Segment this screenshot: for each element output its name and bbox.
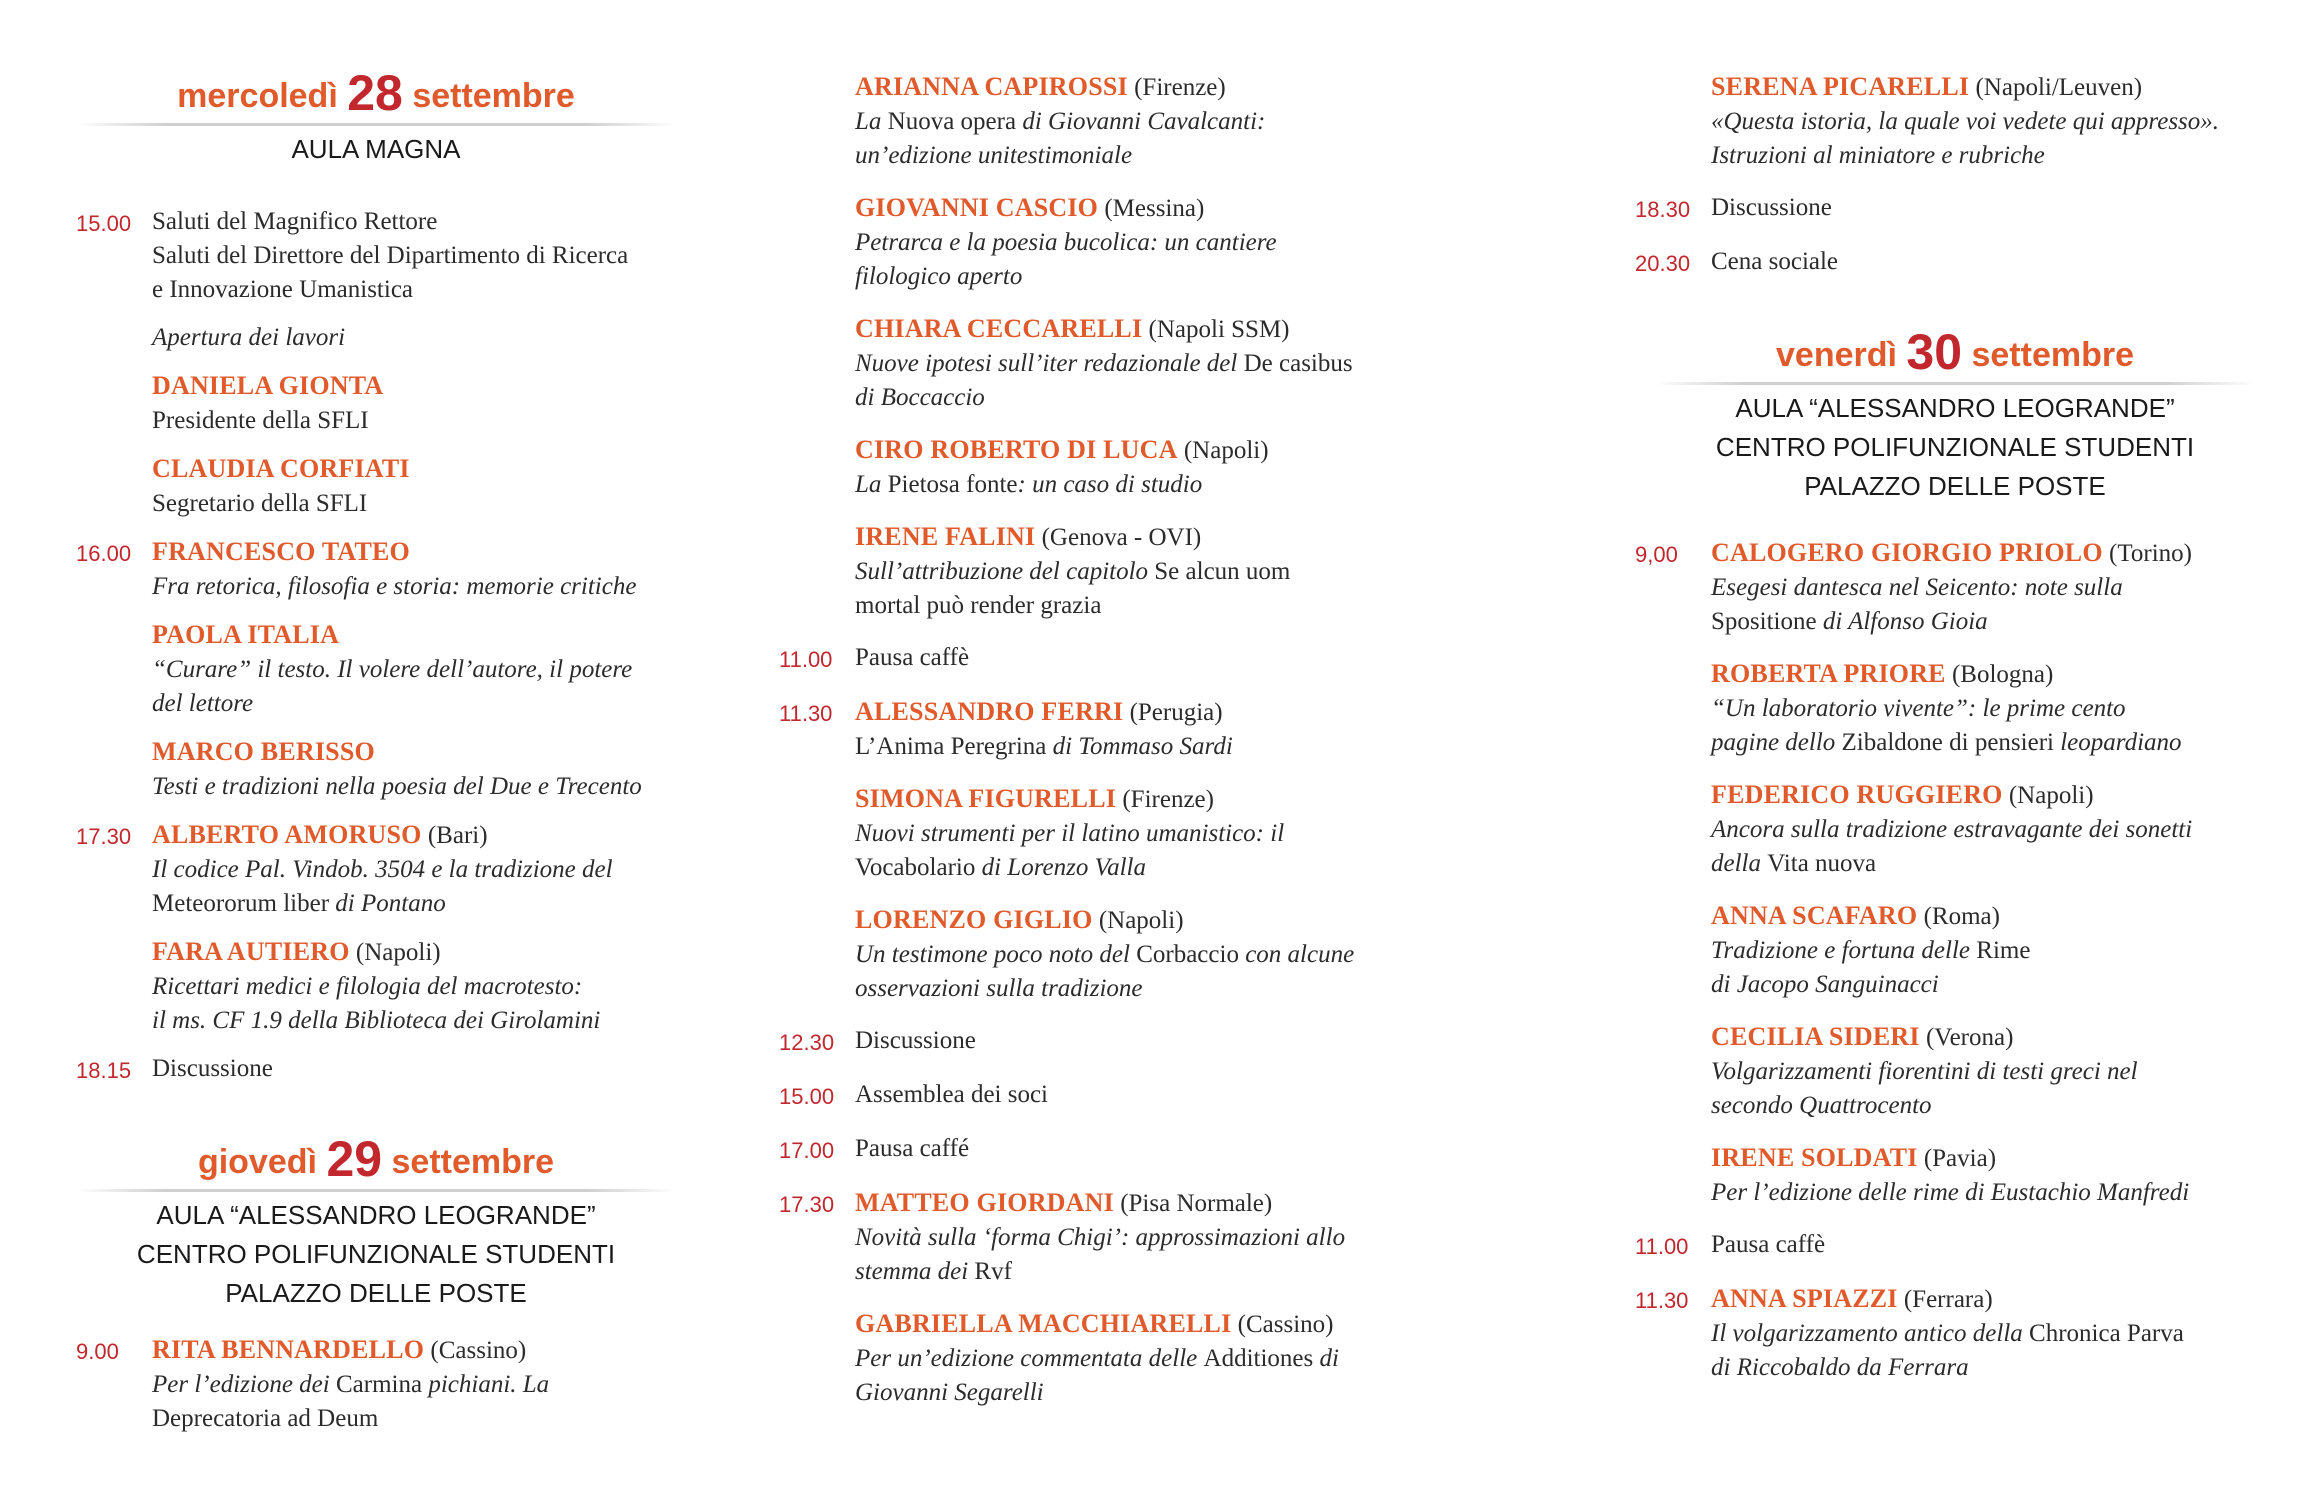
talk-title: Per l’edizione delle rime di Eustachio Manfredi	[1711, 1179, 2190, 1206]
speaker-city: (Napoli)	[1098, 907, 1184, 934]
speaker-entry	[76, 618, 676, 721]
speaker-name: IRENE FALINI	[855, 522, 1036, 551]
speaker-name: CLAUDIA CORFIATI	[152, 454, 410, 483]
venue-line: PALAZZO DELLE POSTE	[225, 1278, 527, 1308]
work-title: Meteororum liber	[152, 890, 330, 917]
speaker-city: (Verona)	[1925, 1024, 2014, 1051]
entry-text: Saluti del Magnifico Rettore	[152, 208, 438, 235]
speaker-entry	[76, 935, 676, 1038]
program-entry	[1635, 191, 2255, 227]
speaker-city: (Perugia)	[1129, 699, 1223, 726]
talk-title: pichiani. La	[422, 1371, 550, 1398]
entry-text: Discussione	[152, 1055, 273, 1082]
speaker-city: (Pisa Normale)	[1120, 1190, 1273, 1217]
speaker-name: ALESSANDRO FERRI	[855, 697, 1124, 726]
program-entry	[779, 641, 1455, 677]
speaker-entry	[1711, 657, 2255, 760]
speaker-name: RITA BENNARDELLO	[152, 1335, 425, 1364]
speaker-entry	[76, 535, 676, 604]
speaker-name: ALBERTO AMORUSO	[152, 820, 422, 849]
venue-line: CENTRO POLIFUNZIONALE STUDENTI	[136, 1239, 616, 1269]
speaker-entry	[855, 433, 1455, 502]
speaker-name: ROBERTA PRIORE	[1711, 659, 1946, 688]
speaker-name: SIMONA FIGURELLI	[855, 784, 1117, 813]
time: 17.00	[779, 1138, 835, 1163]
column-3	[1635, 70, 2255, 1385]
work-title: Nuova opera	[887, 108, 1017, 135]
entry-text: Saluti del Direttore del Dipartimento di Ricerca	[152, 242, 629, 269]
entry-text: Discussione	[1711, 194, 1832, 221]
speaker-entry	[779, 1186, 1455, 1289]
work-title: Chronica Parva	[2029, 1320, 2184, 1347]
work-title: Se alcun uom	[1154, 558, 1291, 585]
program-entry	[779, 1024, 1455, 1060]
entry-text: Pausa caffè	[1711, 1231, 1826, 1258]
speaker-city: (Napoli)	[355, 939, 441, 966]
speaker-name: MATTEO GIORDANI	[855, 1188, 1114, 1217]
day-friday	[1655, 325, 2255, 506]
day-thursday	[76, 1132, 676, 1313]
talk-title: di Tommaso Sardi	[1046, 733, 1233, 760]
speaker-entry	[1711, 1020, 2255, 1123]
speaker-city: (Firenze)	[1134, 74, 1226, 101]
speaker-city: (Bari)	[427, 822, 488, 849]
talk-title: “Un laboratorio vivente”: le prime cento	[1711, 695, 2126, 722]
day-number: 29	[326, 1131, 383, 1187]
divider	[1655, 382, 2255, 385]
talk-title: Per un’edizione commentata delle	[855, 1345, 1204, 1372]
speaker-city: (Torino)	[2109, 540, 2192, 567]
entry-text: Assemblea dei soci	[855, 1081, 1049, 1108]
talk-title: Esegesi dantesca nel Seicento: note sulla	[1711, 574, 2123, 601]
program-entry	[76, 205, 676, 307]
column-2	[779, 70, 1455, 1410]
speaker-city: (Napoli)	[2008, 782, 2094, 809]
weekday: giovedì	[197, 1143, 317, 1181]
program-entry	[76, 321, 676, 355]
speaker-entry	[855, 520, 1455, 623]
talk-title: Testi e tradizioni nella poesia del Due e Trecento	[152, 773, 642, 800]
speaker-entry	[855, 191, 1455, 294]
month: settembre	[391, 1143, 555, 1181]
day-header	[76, 66, 676, 123]
time: 11.00	[1635, 1234, 1689, 1259]
work-title: mortal può render grazia	[855, 592, 1102, 619]
speaker-name: PAOLA ITALIA	[152, 620, 340, 649]
talk-title: osservazioni sulla tradizione	[855, 975, 1143, 1002]
speaker-name: FRANCESCO TATEO	[152, 537, 410, 566]
speaker-entry	[76, 1333, 676, 1436]
month: settembre	[1971, 336, 2134, 374]
day-wednesday	[76, 66, 676, 169]
talk-title: “Curare” il testo. Il volere dell’autore, il potere	[152, 656, 633, 683]
entry-text: Discussione	[855, 1027, 976, 1054]
speaker-city: (Napoli SSM)	[1148, 316, 1290, 343]
talk-title: del lettore	[152, 690, 254, 717]
speaker-name: GIOVANNI CASCIO	[855, 193, 1099, 222]
time: 9,00	[1635, 542, 1678, 567]
day-header	[1655, 325, 2255, 382]
talk-title: Sull’attribuzione del capitolo	[855, 558, 1155, 585]
talk-title: il ms. CF 1.9 della Biblioteca dei Girolamini	[152, 1007, 601, 1034]
speaker-name: SERENA PICARELLI	[1711, 72, 1970, 101]
speaker-name: ANNA SCAFARO	[1711, 901, 1918, 930]
speaker-entry	[1711, 778, 2255, 881]
venue-line: AULA “ALESSANDRO LEOGRANDE”	[1735, 393, 2175, 423]
speaker-name: ARIANNA CAPIROSSI	[855, 72, 1128, 101]
day-header	[76, 1132, 676, 1189]
talk-title: leopardiano	[2053, 729, 2182, 756]
time: 16.00	[76, 541, 132, 566]
speaker-city: (Pavia)	[1923, 1145, 1997, 1172]
speaker-city: (Roma)	[1923, 903, 2000, 930]
talk-title: di Jacopo Sanguinacci	[1711, 971, 1939, 998]
work-title: Corbaccio	[1136, 941, 1239, 968]
time: 17.30	[76, 824, 132, 849]
speaker-name: DANIELA GIONTA	[152, 371, 384, 400]
speaker-name: CHIARA CECCARELLI	[855, 314, 1143, 343]
talk-title: Ancora sulla tradizione estravagante dei sonetti	[1711, 816, 2193, 843]
work-title: L’Anima Peregrina	[855, 733, 1047, 760]
entry-text: Apertura dei lavori	[152, 324, 346, 351]
speaker-entry	[855, 782, 1455, 885]
entry-text: e Innovazione Umanistica	[152, 276, 414, 303]
talk-title: Nuove ipotesi sull’iter redazionale del	[855, 350, 1244, 377]
speaker-name: CIRO ROBERTO DI LUCA	[855, 435, 1178, 464]
time: 18.30	[1635, 197, 1691, 222]
program-entry	[1635, 245, 2255, 281]
talk-title: filologico aperto	[855, 263, 1023, 290]
speaker-entry	[855, 312, 1455, 415]
talk-title: Tradizione e fortuna delle	[1711, 937, 1977, 964]
talk-title: Istruzioni al miniatore e rubriche	[1711, 142, 2045, 169]
speaker-city: (Messina)	[1104, 195, 1205, 222]
talk-title: Il volgarizzamento antico della	[1711, 1320, 2030, 1347]
speaker-name: ANNA SPIAZZI	[1711, 1284, 1898, 1313]
speaker-entry	[76, 735, 676, 804]
talk-title: di Pontano	[329, 890, 446, 917]
time: 17.30	[779, 1192, 835, 1217]
venue-line: PALAZZO DELLE POSTE	[1804, 471, 2106, 501]
talk-title: Un testimone poco noto del	[855, 941, 1137, 968]
column-1	[76, 0, 676, 1436]
time: 11.30	[779, 701, 833, 726]
talk-title: secondo Quattrocento	[1711, 1092, 1932, 1119]
speaker-entry	[76, 818, 676, 921]
time: 20.30	[1635, 251, 1691, 276]
venue-line: AULA “ALESSANDRO LEOGRANDE”	[156, 1200, 596, 1230]
talk-title: della	[1711, 850, 1768, 877]
work-title: Additiones	[1203, 1345, 1314, 1372]
talk-title: «Questa istoria, la quale voi vedete qui appresso».	[1711, 108, 2220, 135]
venue	[76, 1196, 676, 1313]
speaker-city: (Cassino)	[430, 1337, 527, 1364]
speaker-entry	[76, 452, 676, 521]
work-title: Pietosa fonte	[887, 471, 1018, 498]
entry-text: Pausa caffé	[855, 1135, 970, 1162]
speaker-entry	[855, 903, 1455, 1006]
time: 15.00	[76, 211, 132, 236]
speaker-entry	[855, 70, 1455, 173]
day-number: 28	[347, 65, 403, 121]
venue	[76, 130, 676, 169]
speaker-city: (Napoli/Leuven)	[1975, 74, 2143, 101]
work-title: Vocabolario	[855, 854, 976, 881]
weekday: mercoledì	[177, 77, 338, 115]
talk-title: di Lorenzo Valla	[975, 854, 1146, 881]
time: 15.00	[779, 1084, 835, 1109]
talk-title: stemma dei	[855, 1258, 975, 1285]
speaker-entry	[1635, 536, 2255, 639]
speaker-name: CALOGERO GIORGIO PRIOLO	[1711, 538, 2103, 567]
time: 12.30	[779, 1030, 835, 1055]
talk-title: pagine dello	[1711, 729, 1842, 756]
speaker-name: FEDERICO RUGGIERO	[1711, 780, 2003, 809]
divider	[76, 1189, 676, 1192]
talk-title: Giovanni Segarelli	[855, 1379, 1044, 1406]
speaker-city: (Napoli)	[1183, 437, 1269, 464]
talk-title: Volgarizzamenti fiorentini di testi greci nel	[1711, 1058, 2138, 1085]
program-entry	[779, 1132, 1455, 1168]
program-entry	[779, 1078, 1455, 1114]
work-title: Deprecatoria ad Deum	[152, 1405, 379, 1432]
talk-title: La	[855, 471, 888, 498]
venue-line: AULA MAGNA	[291, 134, 461, 164]
talk-title: di Riccobaldo da Ferrara	[1711, 1354, 1969, 1381]
venue-line: CENTRO POLIFUNZIONALE STUDENTI	[1715, 432, 2195, 462]
time: 11.30	[1635, 1288, 1689, 1313]
weekday: venerdì	[1776, 336, 1897, 374]
work-title: Vita nuova	[1767, 850, 1877, 877]
divider	[76, 123, 676, 126]
speaker-city: (Cassino)	[1237, 1311, 1334, 1338]
talk-title: di Giovanni Cavalcanti:	[1016, 108, 1266, 135]
talk-title: La	[855, 108, 888, 135]
program-entry	[1635, 1228, 2255, 1264]
speaker-name: MARCO BERISSO	[152, 737, 375, 766]
speaker-name: CECILIA SIDERI	[1711, 1022, 1920, 1051]
time: 9.00	[76, 1339, 119, 1364]
talk-title: Novità sulla ‘forma Chigi’: approssimazioni allo	[855, 1224, 1346, 1251]
talk-title: Ricettari medici e filologia del macrotesto:	[152, 973, 583, 1000]
entry-text: Cena sociale	[1711, 248, 1839, 275]
speaker-entry	[1711, 1141, 2255, 1210]
speaker-role: Segretario della SFLI	[152, 490, 368, 517]
work-title: Zibaldone di pensieri	[1841, 729, 2054, 756]
work-title: Carmina	[335, 1371, 423, 1398]
work-title: Rvf	[974, 1258, 1012, 1285]
speaker-city: (Firenze)	[1122, 786, 1214, 813]
talk-title: Petrarca e la poesia bucolica: un cantiere	[855, 229, 1277, 256]
talk-title: Il codice Pal. Vindob. 3504 e la tradizione del	[152, 856, 613, 883]
time: 11.00	[779, 647, 833, 672]
talk-title: di Alfonso Gioia	[1816, 608, 1988, 635]
speaker-entry	[779, 695, 1455, 764]
program-entry	[76, 1052, 676, 1088]
time: 18.15	[76, 1058, 132, 1083]
speaker-entry	[1711, 70, 2255, 173]
month: settembre	[412, 77, 575, 115]
talk-title: Nuovi strumenti per il latino umanistico: il	[855, 820, 1285, 847]
speaker-city: (Genova - OVI)	[1041, 524, 1202, 551]
speaker-entry	[1635, 1282, 2255, 1385]
talk-title: Per l’edizione dei	[152, 1371, 336, 1398]
speaker-role: Presidente della SFLI	[152, 407, 369, 434]
speaker-entry	[1711, 899, 2255, 1002]
speaker-city: (Ferrara)	[1903, 1286, 1993, 1313]
speaker-name: GABRIELLA MACCHIARELLI	[855, 1309, 1232, 1338]
talk-title: di Boccaccio	[855, 384, 985, 411]
talk-title: con alcune	[1238, 941, 1355, 968]
venue	[1655, 389, 2255, 506]
work-title: Spositione	[1711, 608, 1817, 635]
work-title: Rime	[1976, 937, 2031, 964]
work-title: De casibus	[1243, 350, 1353, 377]
speaker-entry	[855, 1307, 1455, 1410]
talk-title: Fra retorica, filosofia e storia: memorie critiche	[152, 573, 637, 600]
speaker-city: (Bologna)	[1951, 661, 2054, 688]
speaker-name: FARA AUTIERO	[152, 937, 350, 966]
entry-text: Pausa caffè	[855, 644, 970, 671]
talk-title: un’edizione unitestimoniale	[855, 142, 1133, 169]
speaker-name: LORENZO GIGLIO	[855, 905, 1093, 934]
day-number: 30	[1906, 324, 1963, 380]
talk-title: di	[1313, 1345, 1339, 1372]
talk-title: : un caso di studio	[1017, 471, 1203, 498]
speaker-name: IRENE SOLDATI	[1711, 1143, 1918, 1172]
speaker-entry	[76, 369, 676, 438]
